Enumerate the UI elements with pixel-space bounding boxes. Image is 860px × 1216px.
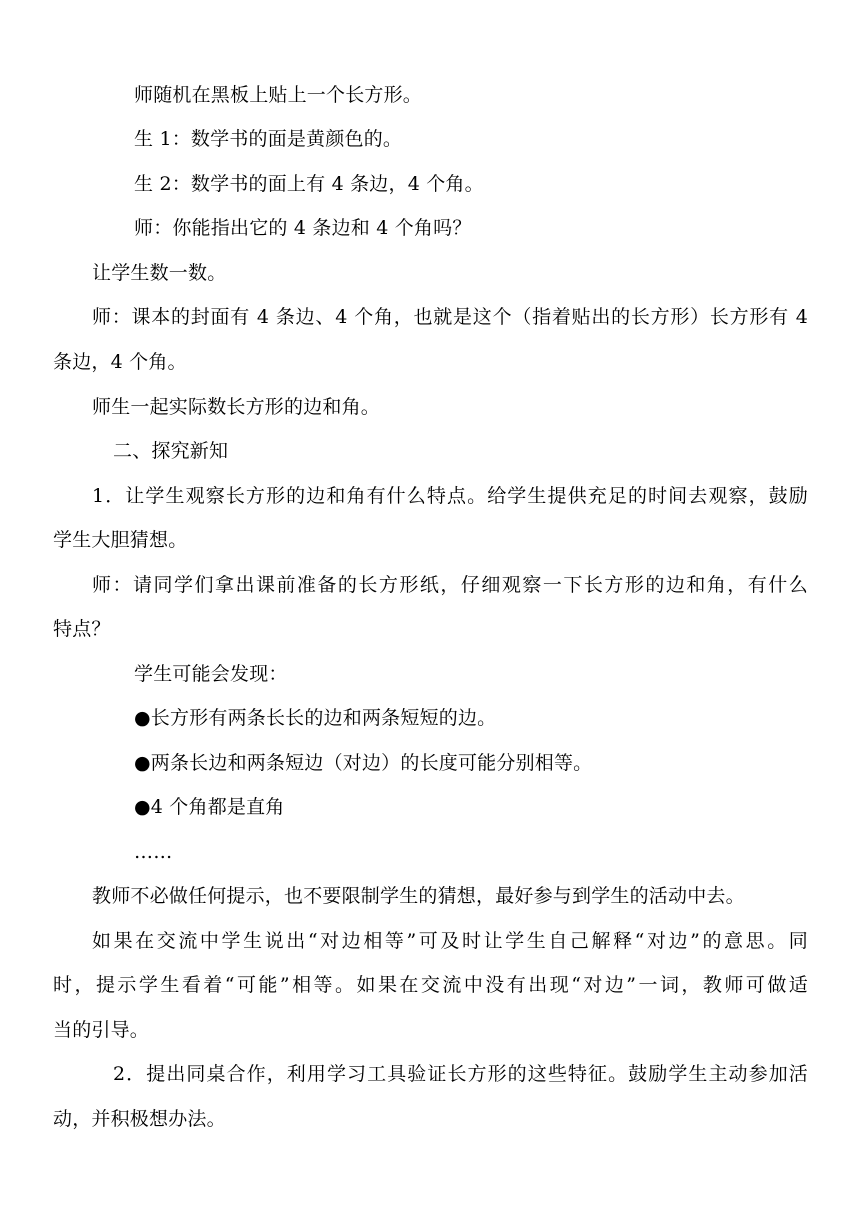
text-line: 生 2：数学书的面上有 4 条边，4 个角。	[134, 173, 484, 195]
text-line: 让学生数一数。	[92, 262, 227, 284]
text-line: 学生大胆猜想。	[53, 529, 188, 551]
text-line: 教师不必做任何提示，也不要限制学生的猜想，最好参与到学生的活动中去。	[92, 885, 745, 907]
bullet-item: ●4 个角都是直角	[134, 796, 285, 818]
text-line: 学生可能会发现：	[134, 663, 288, 685]
text-line: 2．提出同桌合作，利用学习工具验证长方形的这些特征。鼓励学生主动参加活	[113, 1063, 808, 1085]
text-line: 动，并积极想办法。	[53, 1108, 226, 1130]
text-line: 特点？	[53, 618, 111, 640]
section-heading: 二、探究新知	[113, 440, 229, 462]
text-line: 如果在交流中学生说出“对边相等”可及时让学生自己解释“对边”的意思。同	[92, 930, 808, 952]
text-line: 师：请同学们拿出课前准备的长方形纸，仔细观察一下长方形的边和角，有什么	[92, 574, 808, 596]
text-line: 条边，4 个角。	[53, 351, 187, 373]
ellipsis-line: ……	[134, 841, 173, 863]
text-line: 当的引导。	[53, 1019, 150, 1041]
text-line: 生 1：数学书的面是黄颜色的。	[134, 128, 403, 150]
text-line: 师：课本的封面有 4 条边、4 个角，也就是这个（指着贴出的长方形）长方形有 4	[92, 306, 808, 328]
text-line: 师生一起实际数长方形的边和角。	[92, 396, 381, 418]
text-line: 时，提示学生看着“可能”相等。如果在交流中没有出现“对边”一词，教师可做适	[53, 974, 808, 996]
bullet-item: ●两条长边和两条短边（对边）的长度可能分别相等。	[134, 752, 593, 774]
bullet-item: ●长方形有两条长长的边和两条短短的边。	[134, 707, 497, 729]
text-line: 1．让学生观察长方形的边和角有什么特点。给学生提供充足的时间去观察，鼓励	[92, 485, 808, 507]
text-line: 师随机在黑板上贴上一个长方形。	[134, 84, 423, 106]
text-line: 师：你能指出它的 4 条边和 4 个角吗？	[134, 217, 472, 239]
